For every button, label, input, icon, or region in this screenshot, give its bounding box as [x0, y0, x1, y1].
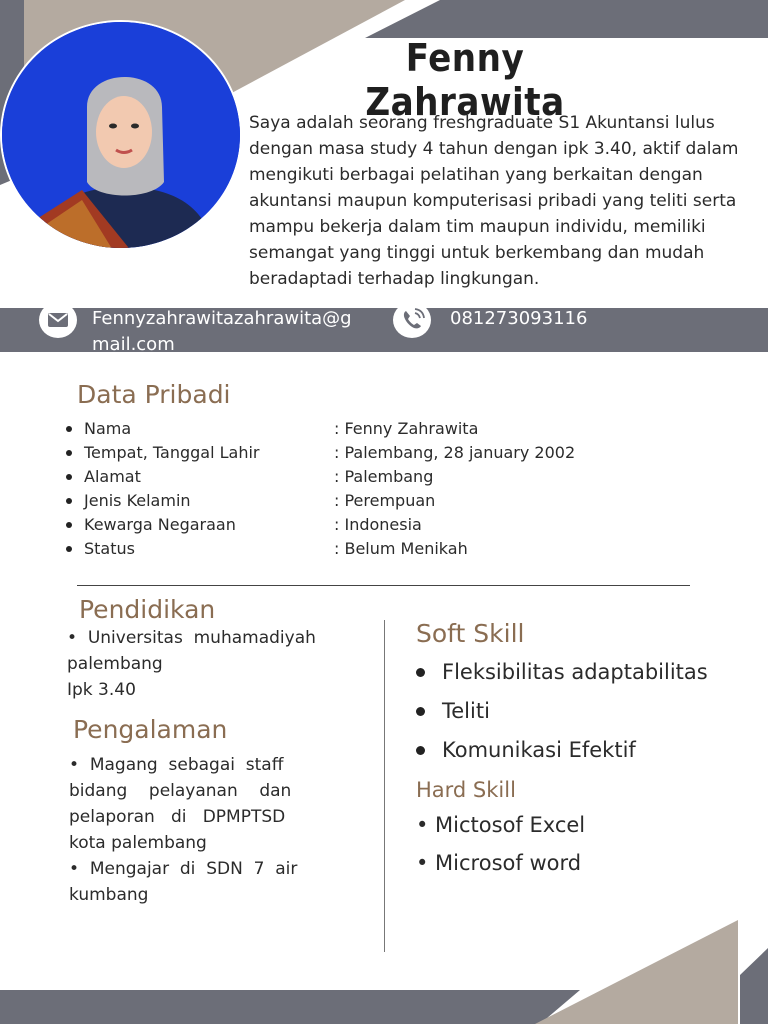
- data-pribadi-list: [64, 417, 624, 561]
- pengalaman-line: bidang pelayanan dan: [69, 781, 292, 801]
- field-value: : Perempuan: [334, 491, 436, 510]
- bottom-slate-bar: [0, 990, 580, 1024]
- field-label: Status: [84, 539, 135, 558]
- field-value: : Belum Menikah: [334, 539, 468, 558]
- field-value: : Indonesia: [334, 515, 422, 534]
- pengalaman-line: kumbang: [69, 885, 149, 905]
- field-label: Tempat, Tanggal Lahir: [84, 443, 260, 462]
- section-divider: [77, 585, 690, 586]
- pengalaman-content: [69, 752, 321, 908]
- pengalaman-line: • Magang sebagai staff: [69, 755, 284, 775]
- pengalaman-line: pelaporan di DPMPTSD: [69, 807, 286, 827]
- email-line-2: mail.com: [92, 334, 175, 355]
- email-address[interactable]: [92, 306, 352, 358]
- profile-summary: Saya adalah seorang freshgraduate S1 Akuntansi lulus dengan masa study 4 tahun dengan ipk 3.40, aktif dalam mengikuti berbagai pelatihan yang berkaitan dengan akuntansi maupun komputerisasi pribadi yang teliti serta mampu bekerja dalam tim maupun individu, memiliki semangat yang tinggi untuk berkembang dan mudah beradaptadi terhadap lingkungan.: [249, 113, 739, 289]
- field-value: : Palembang, 28 january 2002: [334, 443, 576, 462]
- candidate-name: Fenny Zahrawita: [365, 36, 565, 124]
- pendidikan-line: • Universitas muhamadiyah: [67, 628, 316, 648]
- list-item: Fleksibilitas adaptabilitas: [412, 654, 708, 693]
- data-pribadi-title: Data Pribadi: [77, 380, 231, 409]
- mail-icon: [39, 302, 77, 338]
- field-label: Nama: [84, 419, 132, 438]
- list-item: Komunikasi Efektif: [412, 732, 708, 771]
- field-label: Kewarga Negaraan: [84, 515, 236, 534]
- top-slate-shape: [365, 0, 768, 38]
- bottom-beige-shape: [535, 920, 738, 1024]
- profile-photo: [0, 20, 242, 250]
- column-divider: [384, 620, 385, 952]
- list-item: [64, 441, 624, 465]
- pengalaman-title: Pengalaman: [73, 715, 228, 744]
- email-line-1: Fennyzahrawitazahrawita@g: [92, 308, 352, 329]
- soft-skill-title: Soft Skill: [416, 619, 525, 648]
- list-item: [64, 417, 624, 441]
- bottom-right-slate: [740, 948, 768, 1024]
- list-item: [64, 513, 624, 537]
- list-item: [64, 489, 624, 513]
- list-item: [64, 537, 624, 561]
- pengalaman-line: • Mengajar di SDN 7 air: [69, 859, 298, 879]
- field-label: Alamat: [84, 467, 141, 486]
- pendidikan-line: palembang: [67, 654, 163, 674]
- list-item: [64, 465, 624, 489]
- field-label: Jenis Kelamin: [84, 491, 191, 510]
- phone-number[interactable]: 081273093116: [450, 308, 588, 329]
- field-value: : Fenny Zahrawita: [334, 419, 479, 438]
- phone-icon: [393, 302, 431, 338]
- hard-skill-title: Hard Skill: [416, 778, 516, 802]
- list-item: Teliti: [412, 693, 708, 732]
- field-value: : Palembang: [334, 467, 434, 486]
- pengalaman-line: kota palembang: [69, 833, 207, 853]
- pendidikan-content: [67, 625, 350, 703]
- pendidikan-line: Ipk 3.40: [67, 680, 136, 700]
- hard-skill-item: • Microsof word: [416, 851, 582, 875]
- hard-skill-item: • Mictosof Excel: [416, 813, 586, 837]
- pendidikan-title: Pendidikan: [79, 595, 216, 624]
- soft-skill-list: [412, 654, 708, 771]
